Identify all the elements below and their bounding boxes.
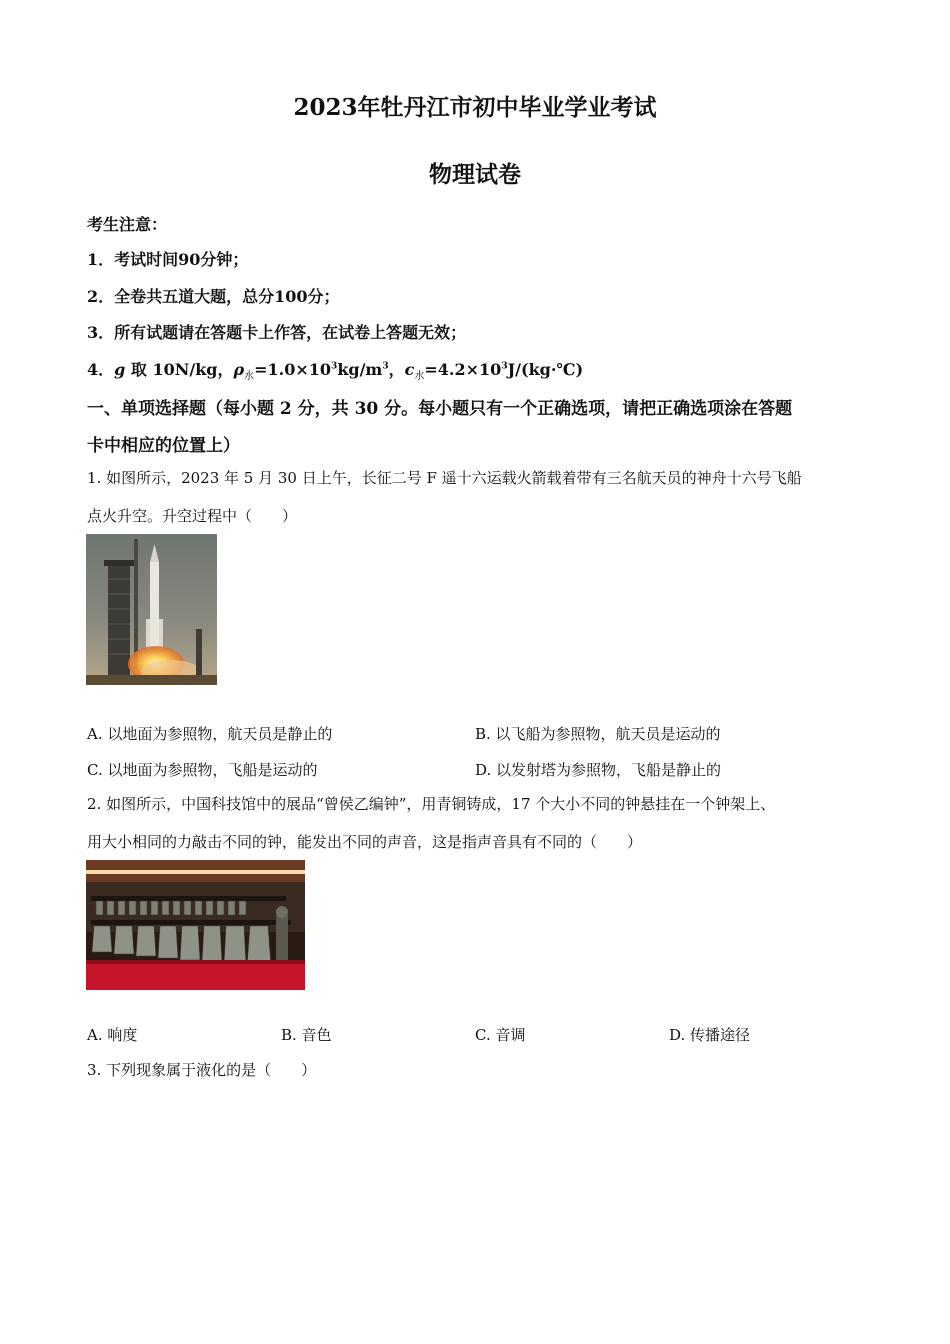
q1-option-c: C. 以地面为参照物，飞船是运动的 <box>87 761 318 779</box>
heat-capacity-exponent: 3 <box>501 361 508 372</box>
separator: ， <box>388 360 405 379</box>
notice-item-4-prefix: 4． <box>87 360 115 379</box>
density-symbol: ρ <box>233 360 245 379</box>
q2-option-c: C. 音调 <box>475 1026 526 1044</box>
q2-option-d: D. 传播途径 <box>669 1026 751 1044</box>
q2-stem-line1: 2. 如图所示，中国科技馆中的展品“曾侯乙编钟”，用青铜铸成，17 个大小不同的钟悬挂在一个钟架上、 <box>87 795 776 813</box>
heat-capacity-unit: J/(kg·℃) <box>507 360 584 379</box>
notice-item-3: 3．所有试题请在答题卡上作答，在试卷上答题无效； <box>87 323 467 342</box>
section-1-heading-line2: 卡中相应的位置上） <box>87 436 240 456</box>
exam-subtitle: 物理试卷 <box>429 161 521 188</box>
rocket-launch-image <box>86 534 217 685</box>
q1-stem-line1: 1. 如图所示，2023 年 5 月 30 日上午，长征二号 F 遥十六运载火箭载着带有三名航天员的神舟十六号飞船 <box>87 469 802 487</box>
bronze-chime-bells-image <box>86 860 305 990</box>
notice-heading: 考生注意： <box>87 215 168 234</box>
gravity-value: 取 10N/kg， <box>125 360 234 379</box>
density-value: =1.0×10 <box>254 360 332 379</box>
density-unit: kg/m <box>337 360 383 379</box>
q1-option-d: D. 以发射塔为参照物，飞船是静止的 <box>475 761 722 779</box>
density-exponent: 3 <box>331 361 338 372</box>
q1-option-b: B. 以飞船为参照物，航天员是运动的 <box>475 725 721 743</box>
notice-item-2: 2．全卷共五道大题，总分100分； <box>87 287 340 306</box>
section-1-heading-line1: 一、单项选择题（每小题 2 分，共 30 分。每小题只有一个正确选项，请把正确选项涂在答题 <box>87 399 793 419</box>
density-unit-exponent: 3 <box>382 361 389 372</box>
notice-item-1: 1．考试时间90分钟； <box>87 250 249 269</box>
q2-stem-line2: 用大小相同的力敲击不同的钟，能发出不同的声音，这是指声音具有不同的（ ） <box>87 833 643 851</box>
q2-option-a: A. 响度 <box>87 1026 138 1044</box>
heat-capacity-value: =4.2×10 <box>424 360 502 379</box>
q3-stem-line1: 3. 下列现象属于液化的是（ ） <box>87 1061 317 1079</box>
exam-title: 2023年牡丹江市初中毕业学业考试 <box>293 94 657 121</box>
heat-capacity-symbol: c <box>404 360 415 379</box>
q2-option-b: B. 音色 <box>281 1026 332 1044</box>
q1-option-a: A. 以地面为参照物，航天员是静止的 <box>87 725 333 743</box>
density-subscript: 水 <box>244 371 255 383</box>
heat-capacity-subscript: 水 <box>414 371 425 383</box>
gravity-symbol: g <box>114 360 126 379</box>
q1-stem-line2: 点火升空。升空过程中（ ） <box>87 507 298 525</box>
notice-item-4 <box>87 357 583 382</box>
